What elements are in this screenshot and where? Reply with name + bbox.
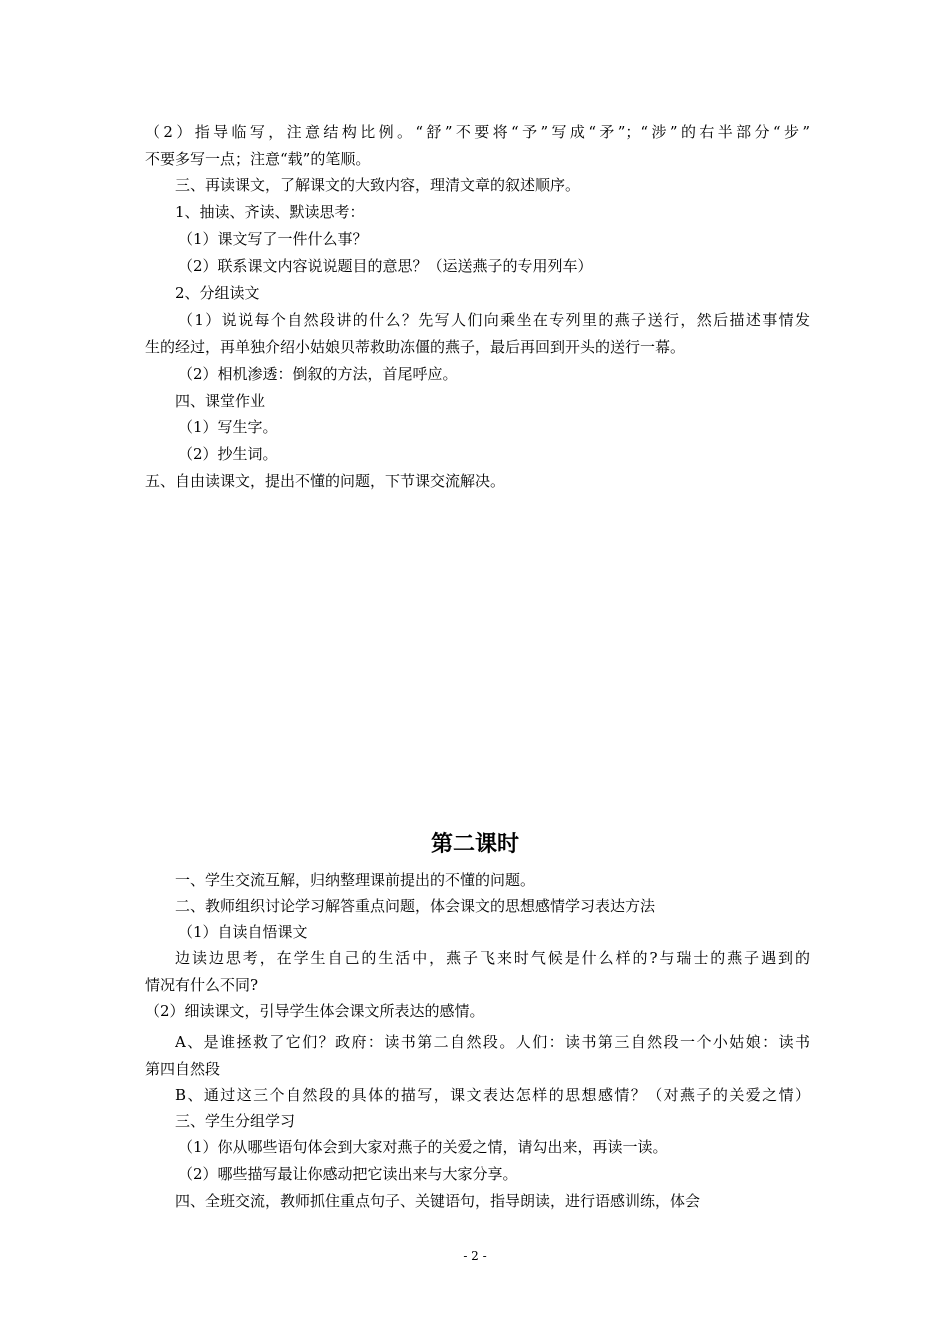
- paragraph-line: （2）指导临写，注意结构比例。“舒”不要将“予”写成“矛”；“涉”的右半部分“步”: [145, 123, 810, 141]
- paragraph-line: A、是谁拯救了它们？政府：读书第二自然段。人们：读书第三自然段一个小姑娘：读书: [175, 1033, 810, 1051]
- paragraph-line: 2、分组读文: [175, 284, 260, 302]
- paragraph-line: 四、全班交流，教师抓住重点句子、关键语句，指导朗读，进行语感训练，体会: [175, 1192, 701, 1210]
- page-number: - 2 -: [463, 1249, 487, 1263]
- paragraph-line: （2）细读课文，引导学生体会课文所表达的感情。: [145, 1002, 485, 1020]
- paragraph-line: 边读边思考，在学生自己的生活中，燕子飞来时气候是什么样的?与瑞士的燕子遇到的: [175, 949, 810, 967]
- paragraph-line: （2）哪些描写最让你感动把它读出来与大家分享。: [178, 1165, 518, 1183]
- paragraph-line: 四、课堂作业: [175, 392, 266, 410]
- paragraph-line: 三、再读课文，了解课文的大致内容，理清文章的叙述顺序。: [175, 176, 581, 194]
- paragraph-line: 1、抽读、齐读、默读思考：: [175, 203, 365, 221]
- paragraph-line: 二、教师组织讨论学习解答重点问题，体会课文的思想感情学习表达方法: [175, 897, 656, 915]
- paragraph-line: 不要多写一点；注意“载”的笔顺。: [145, 150, 371, 168]
- section-title: 第二课时: [430, 832, 519, 857]
- paragraph-line: （1）课文写了一件什么事？: [178, 230, 368, 248]
- paragraph-line: 三、学生分组学习: [175, 1112, 296, 1130]
- paragraph-line: 五、自由读课文，提出不懂的问题，下节课交流解决。: [145, 472, 506, 490]
- paragraph-line: 情况有什么不同?: [145, 976, 259, 994]
- paragraph-line: 一、学生交流互解，归纳整理课前提出的不懂的问题。: [175, 871, 536, 889]
- paragraph-line: （2）相机渗透：倒叙的方法，首尾呼应。: [178, 365, 458, 383]
- paragraph-line: （1）你从哪些语句体会到大家对燕子的关爱之情，请勾出来，再读一读。: [178, 1138, 668, 1156]
- paragraph-line: （2）联系课文内容说说题目的意思？（运送燕子的专用列车）: [178, 257, 593, 275]
- paragraph-line: （1）写生字。: [178, 418, 278, 436]
- paragraph-line: 生的经过，再单独介绍小姑娘贝蒂救助冻僵的燕子，最后再回到开头的送行一幕。: [145, 338, 686, 356]
- paragraph-line: （1）说说每个自然段讲的什么？先写人们向乘坐在专列里的燕子送行，然后描述事情发: [178, 311, 810, 329]
- paragraph-line: （2）抄生词。: [178, 445, 278, 463]
- paragraph-line: （1）自读自悟课文: [178, 923, 308, 941]
- paragraph-line: 第四自然段: [145, 1060, 221, 1078]
- paragraph-line: B、通过这三个自然段的具体的描写，课文表达怎样的思想感情？（对燕子的关爱之情）: [175, 1086, 810, 1104]
